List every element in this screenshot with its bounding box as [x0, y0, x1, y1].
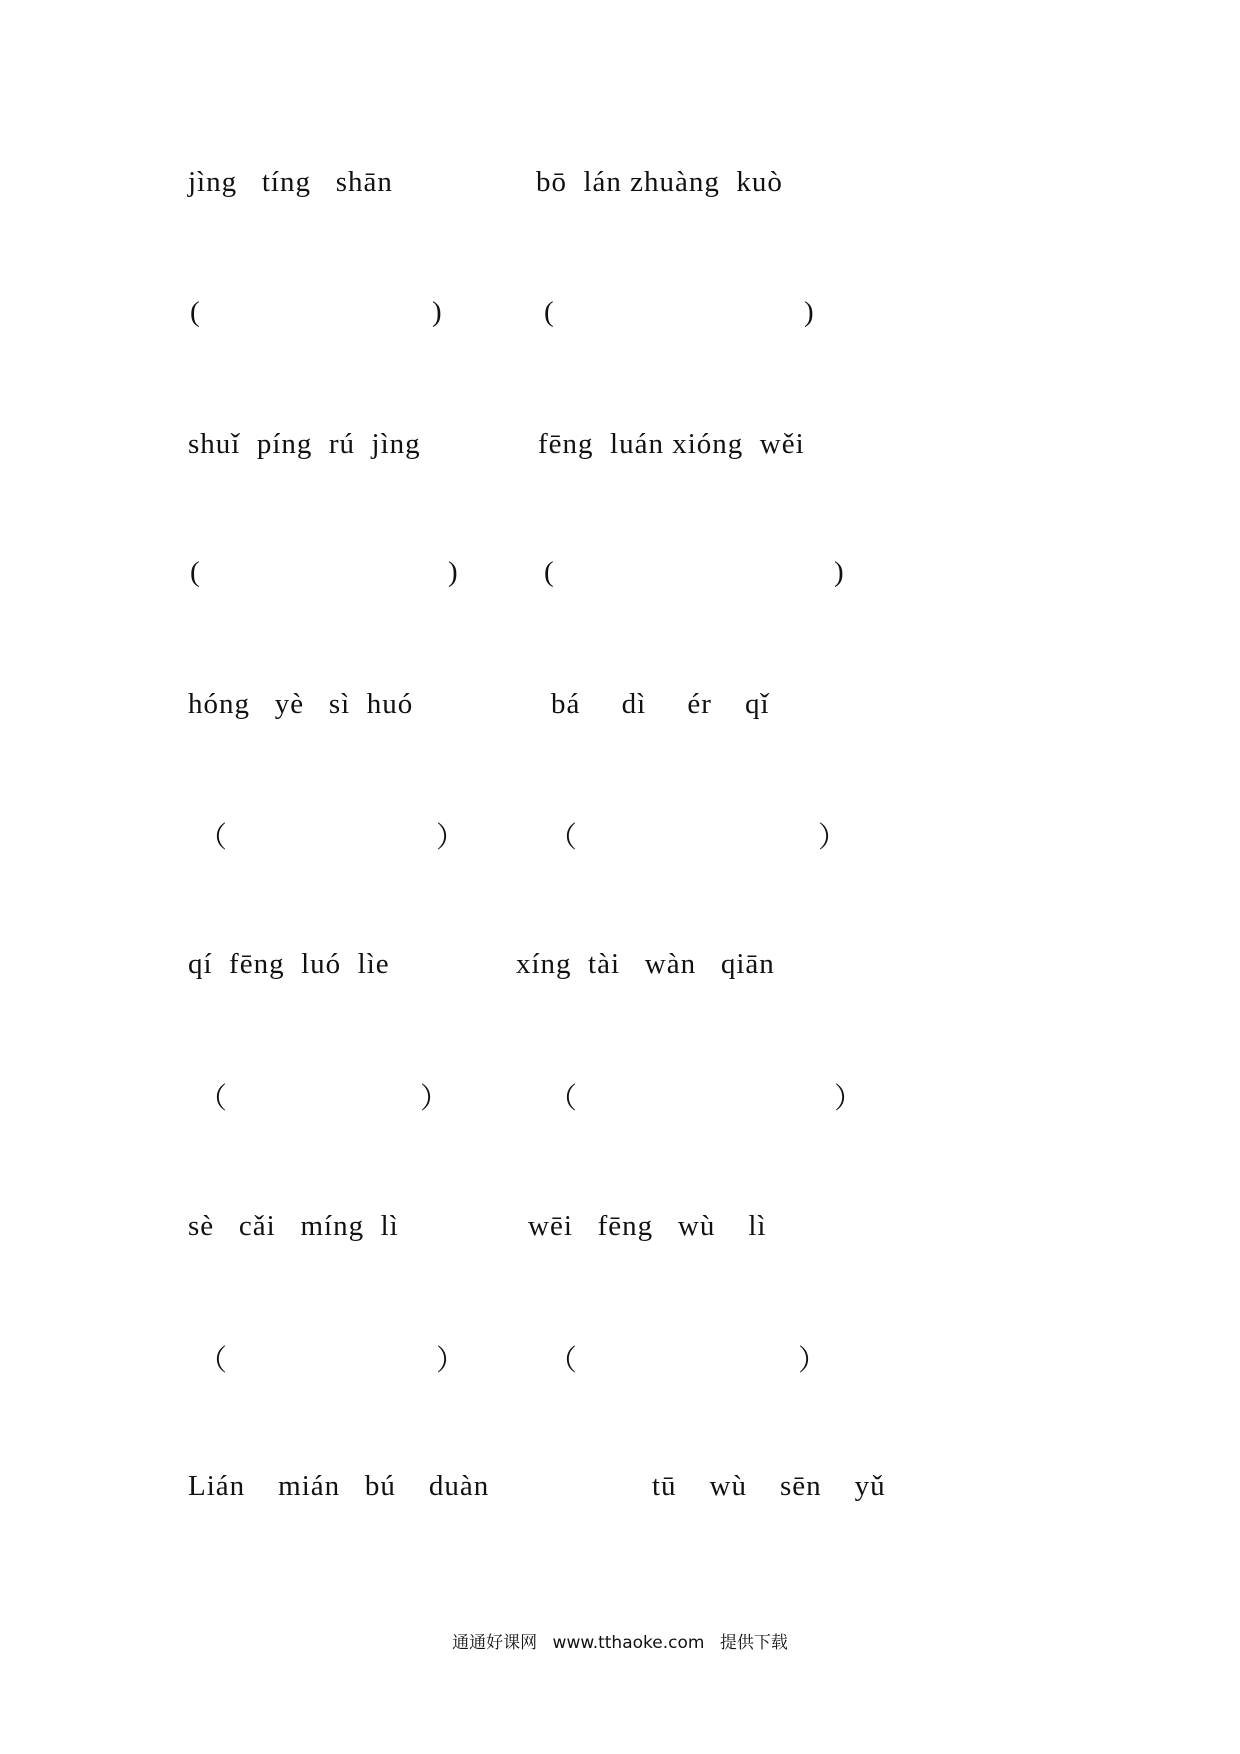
open-paren: (: [190, 556, 200, 588]
answer-row-1: [0, 296, 1240, 356]
pinyin-right: tū wù sēn yǔ: [652, 1470, 886, 1502]
open-paren: （: [548, 1345, 578, 1377]
pinyin-row-3: [0, 688, 1240, 748]
answer-row-4: [0, 1076, 1240, 1136]
answer-row-5: [0, 1338, 1240, 1398]
pinyin-left: sè cǎi míng lì: [188, 1210, 399, 1242]
close-paren: ）: [798, 1345, 828, 1377]
open-paren: （: [548, 1083, 578, 1115]
pinyin-left: jìng tíng shān: [188, 166, 393, 198]
close-paren: ): [804, 296, 814, 328]
pinyin-left: shuǐ píng rú jìng: [188, 428, 421, 460]
close-paren: ): [432, 296, 442, 328]
open-paren: (: [544, 556, 554, 588]
pinyin-right: fēng luán xióng wěi: [538, 428, 805, 460]
close-paren: ）: [436, 1345, 466, 1377]
answer-row-3: [0, 815, 1240, 875]
close-paren: ）: [420, 1083, 450, 1115]
open-paren: (: [190, 296, 200, 328]
close-paren: ）: [834, 1083, 864, 1115]
pinyin-right: xíng tài wàn qiān: [516, 948, 775, 980]
open-paren: （: [198, 1345, 228, 1377]
pinyin-row-2: [0, 428, 1240, 488]
close-paren: ): [448, 556, 458, 588]
pinyin-left: hóng yè sì huó: [188, 688, 414, 720]
pinyin-row-1: [0, 166, 1240, 226]
pinyin-left: qí fēng luó lìe: [188, 948, 390, 980]
open-paren: （: [548, 822, 578, 854]
pinyin-left: Lián mián bú duàn: [188, 1470, 490, 1502]
open-paren: （: [198, 822, 228, 854]
footer-url: www.tthaoke.com: [552, 1633, 705, 1653]
answer-row-2: [0, 556, 1240, 616]
pinyin-right: bō lán zhuàng kuò: [536, 166, 783, 198]
close-paren: ）: [818, 822, 848, 854]
close-paren: ）: [436, 822, 466, 854]
pinyin-right: bá dì ér qǐ: [551, 688, 770, 720]
footer-site-name: 通通好课网: [452, 1633, 538, 1653]
open-paren: （: [198, 1083, 228, 1115]
open-paren: (: [544, 296, 554, 328]
pinyin-row-4: [0, 948, 1240, 1008]
pinyin-row-5: [0, 1210, 1240, 1270]
pinyin-row-6: [0, 1470, 1240, 1530]
pinyin-right: wēi fēng wù lì: [528, 1210, 767, 1242]
page-footer: [0, 1628, 1240, 1653]
footer-suffix: 提供下载: [719, 1633, 788, 1653]
close-paren: ): [834, 556, 844, 588]
